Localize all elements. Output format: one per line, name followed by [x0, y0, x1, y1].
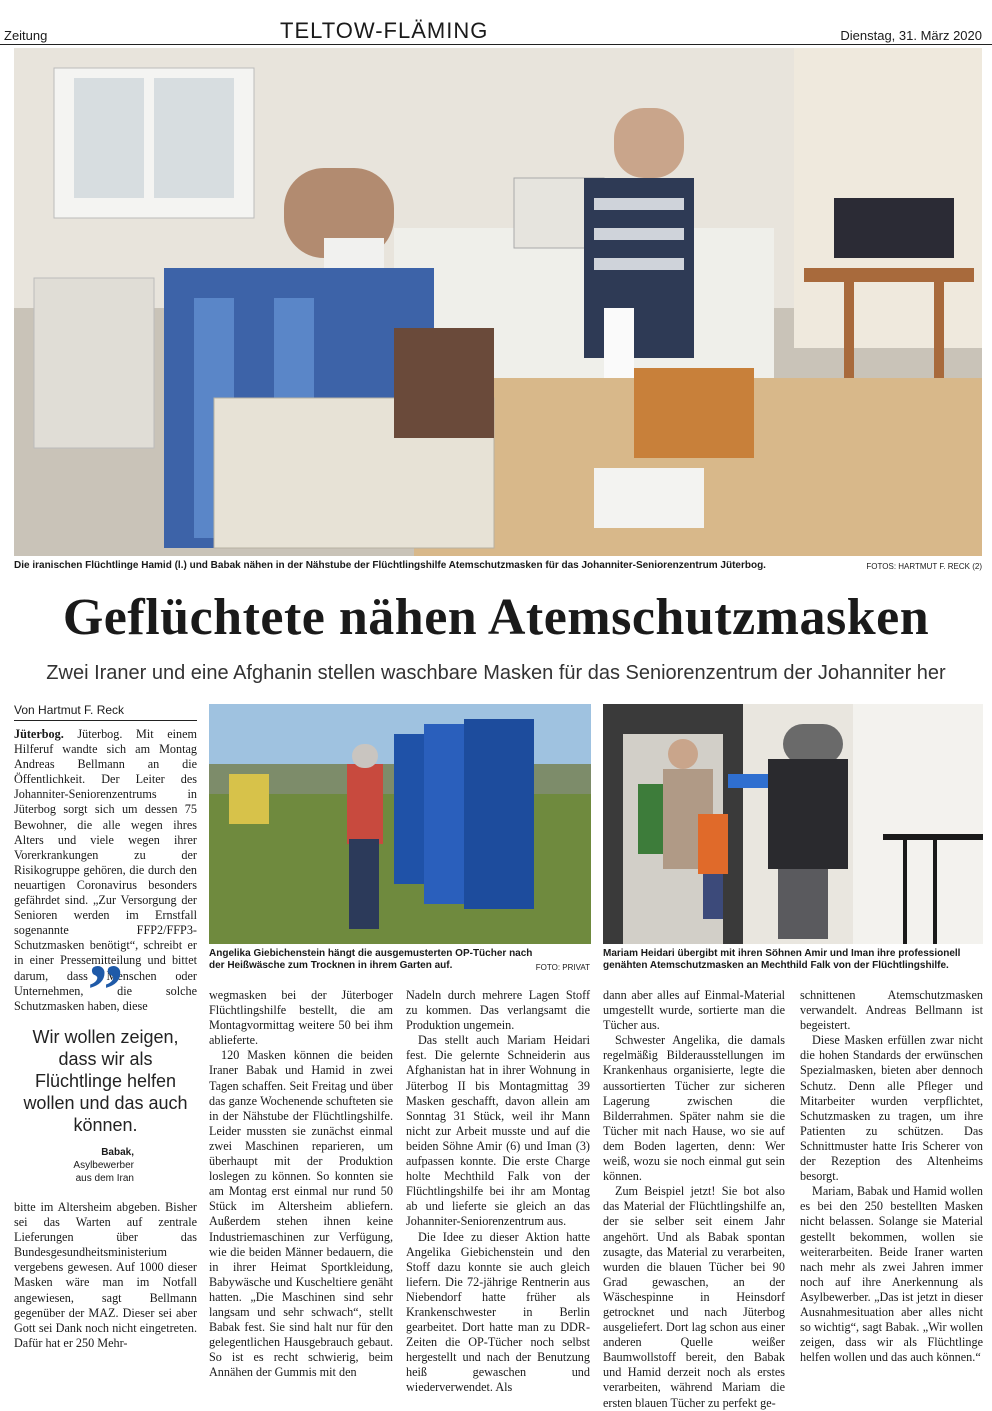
quote-text: Wir wollen zeigen, dass wir als Flüchtlinge helfen wollen und das auch können.	[23, 1027, 188, 1135]
col4-paragraph-1: dann aber alles auf Einmal-Material umgestellt wurde, sortierte man die Tücher aus.	[603, 988, 785, 1033]
issue-date: Dienstag, 31. März 2020	[840, 28, 982, 43]
pull-quote	[14, 950, 197, 1184]
quote-role-2: aus dem Iran	[75, 1173, 134, 1184]
article-column-1-bottom	[14, 1200, 197, 1350]
quote-mark-icon: ”	[87, 950, 124, 1030]
garden-photo-credit: FOTO: PRIVAT	[535, 963, 590, 972]
handover-photo-caption: Mariam Heidari übergibt mit ihren Söhnen Amir und Iman ihre professionell genähten Atemschutzmasken an Mechthild Falk von der Flüchtlingshilfe.	[603, 948, 961, 971]
article-column-2	[209, 988, 393, 1380]
header-rule	[0, 44, 992, 45]
quote-role-1: Asylbewerber	[73, 1160, 134, 1171]
article-column-4	[603, 988, 785, 1410]
garden-image	[209, 704, 591, 944]
col5-paragraph-2: Diese Masken erfüllen zwar nicht die hohen Standards der erwünschen Spezialmasken, bieten aber dennoch Schutz. Denn alle Pfleger und Mitarbeiter wurden verpflichtet, Schutzmasken zu tragen, um ihre Patienten zu schützen. Das Schnittmuster hatte Iris Scherer von der Rezeption des Altenheims besorgt.	[800, 1033, 983, 1184]
main-photo	[14, 48, 982, 556]
col1-bottom-text: bitte im Altersheim abgeben. Bisher sei das Warten auf zentrale Lieferungen über das Bundesgesundheitsministerium vergebens gewesen. Auf 1000 dieser Masken wäre man im Notfall angewiesen, sagt Bellmann gegenüber der MAZ. Dieser sei aber Gott sei Dank noch nicht eingetreten. Dafür hat er 250 Mehr-	[14, 1200, 197, 1350]
col3-paragraph-1: Nadeln durch mehrere Lagen Stoff zu kommen. Das verlangsamt die Produktion ungemein.	[406, 988, 590, 1033]
col5-paragraph-3: Mariam, Babak und Hamid wollen es bei den 250 bestellten Masken nicht belassen. Solange sie Material gestellt bekommen, wollen sie weiterarbeiten. Beide Iraner warten nach mehr als zwei Jahren immer noch auf ihre Anerkennung als Asylbewerber. „Das ist jetzt in dieser Ausnahmesituation aber alles nicht so wichtig“, sagt Babak. „Wir wollen zeigen, dass wir als Flüchtlinge helfen wollen und das auch können.“	[800, 1184, 983, 1365]
col5-paragraph-1: schnittenen Atemschutzmasken verwandelt. Andreas Bellmann ist begeistert.	[800, 988, 983, 1033]
col4-paragraph-3: Zum Beispiel jetzt! Sie bot also das Material der Flüchtlingshilfe an, der sie selber seit einem Jahr angehört. Und als Babak spontan zusagte, das Material zu verarbeiten, wurden die blauen Tücher bei 90 Grad gewaschen, an der Wäschespinne in Heinsdorf getrocknet und nach Jüterbog ausgeliefert. Dort lag schon aus einer anderen Quelle weißer Baumwollstoff bereit, den Babak und Hamid derzeit noch als erstes verarbeiten, während Mariam die ersten blauen Tücher zu perfekt ge-	[603, 1184, 785, 1410]
byline: Von Hartmut F. Reck	[14, 703, 125, 717]
handover-photo	[603, 704, 983, 944]
main-photo-caption: Die iranischen Flüchtlinge Hamid (l.) und Babak nähen in der Nähstube der Flüchtlingshilfe Atemschutzmasken für das Johanniter-Seniorenzentrum Jüterbog.	[14, 560, 766, 571]
sewing-room-image	[14, 48, 982, 556]
article-column-1-top	[14, 727, 197, 1013]
col2-paragraph-1: wegmasken bei der Jüterboger Flüchtlingshilfe bestellt, die am Montagvormittag weitere 50 bei ihm ablieferte.	[209, 988, 393, 1048]
col3-paragraph-2: Das stellt auch Mariam Heidari fest. Die gelernte Schneiderin aus Afghanistan hat in ihrer Wohnung in Jüterbog II bis Montagmittag 39 Masken geschafft, davon allein am Sonntag 31 Stück, weil ihr Mann nicht zur Arbeit musste und auf die beiden Söhne Amir (6) und Iman (3) aufpassen konnte. Die erste Charge holte Mechthild Falk von der Flüchtlingshilfe bei ihr am Montag ab und lieferte sie gleich an das Johanniter-Seniorenzentrum aus.	[406, 1033, 590, 1229]
newspaper-label: Zeitung	[4, 28, 48, 43]
quote-attribution	[14, 1146, 134, 1185]
subheadline: Zwei Iraner und eine Afghanin stellen waschbare Masken für das Seniorenzentrum der Johanniter her	[46, 662, 946, 684]
col1-top-text: Jüterbog. Mit einem Hilferuf wandte sich am Montag Andreas Bellmann an die Öffentlichkeit. Der Leiter des Johanniter-Seniorenzentrums in Jüterbog sorgt sich um dessen 75 Bewohner, die alle wegen ihres Alters und viele wegen ihrer Vorerkrankungen zu der Risikogruppe gehören, die durch den neuartigen Coronavirus besonders gefährdet sind. „Zur Versorgung der Senioren werden im Ernstfall sogenannte FFP2/FFP3-Schutzmasken benötigt“, schreibt er in einer Pressemitteilung und bittet darum, dass Menschen oder Unternehmen, die solche Schutzmasken haben, diese	[14, 727, 197, 1013]
section-title: TELTOW-FLÄMING	[280, 18, 489, 43]
garden-photo	[209, 704, 591, 944]
quote-name: Babak,	[101, 1147, 134, 1158]
main-photo-credit: FOTOS: HARTMUT F. RECK (2)	[866, 562, 982, 571]
handover-image	[603, 704, 983, 944]
col4-paragraph-2: Schwester Angelika, die damals regelmäßig Bilderausstellungen im Krankenhaus organisierte, legte die aussortierten Tücher zur sicheren Lagerung zwischen die Bilderrahmen. Später nahm sie die Tücher mit nach Hause, wo sie auf dem Boden lagerten, denn: Wer weiß, wozu sie noch einmal gut sein können.	[603, 1033, 785, 1184]
article-column-3	[406, 988, 590, 1395]
garden-photo-caption: Angelika Giebichenstein hängt die ausgemusterten OP-Tücher nach der Heißwäsche zum Trocknen in ihrem Garten auf.	[209, 948, 533, 971]
col3-paragraph-3: Die Idee zu dieser Aktion hatte Angelika Giebichenstein und den Stoff dazu konnte sie auch gleich liefern. Die 72-jährige Rentnerin aus Niebendorf hatte früher als Krankenschwester in Berlin gearbeitet. Dort hatte man zu DDR-Zeiten die OP-Tücher noch selbst hergestellt und nach der Benutzung heiß gewaschen und wiederverwendet. Als	[406, 1229, 590, 1395]
col2-paragraph-2: 120 Masken können die beiden Iraner Babak und Hamid in zwei Tagen schaffen. Seit Freitag und über das ganze Wochenende schufteten sie in der Nähstube der Flüchtlingshilfe. Leider mussten sie zunächst einmal zwei Maschinen reparieren, um überhaupt mit der Produktion loslegen zu können. So konnten sie am Montag erst einmal nur rund 50 Stück im Altersheim abliefern. Außerdem stehen ihnen keine Industriemaschinen zur Verfügung, wie die beiden Männer bedauern, die in ihrer Heimat Sportkleidung, Babywäsche und Kuscheltiere genäht hatten. „Die Maschinen sind sehr langsam und sehr schwach“, stellt Babak fest. Sie sind halt nur für den gelegentlichen Hausgebrauch gebaut. So ist es recht schwierig, beim Annähen der Gummis mit den	[209, 1048, 393, 1380]
dateline: Jüterbog.	[14, 727, 64, 741]
headline: Geflüchtete nähen Atemschutzmasken	[62, 589, 930, 646]
byline-rule	[14, 720, 197, 721]
article-column-5	[800, 988, 983, 1365]
